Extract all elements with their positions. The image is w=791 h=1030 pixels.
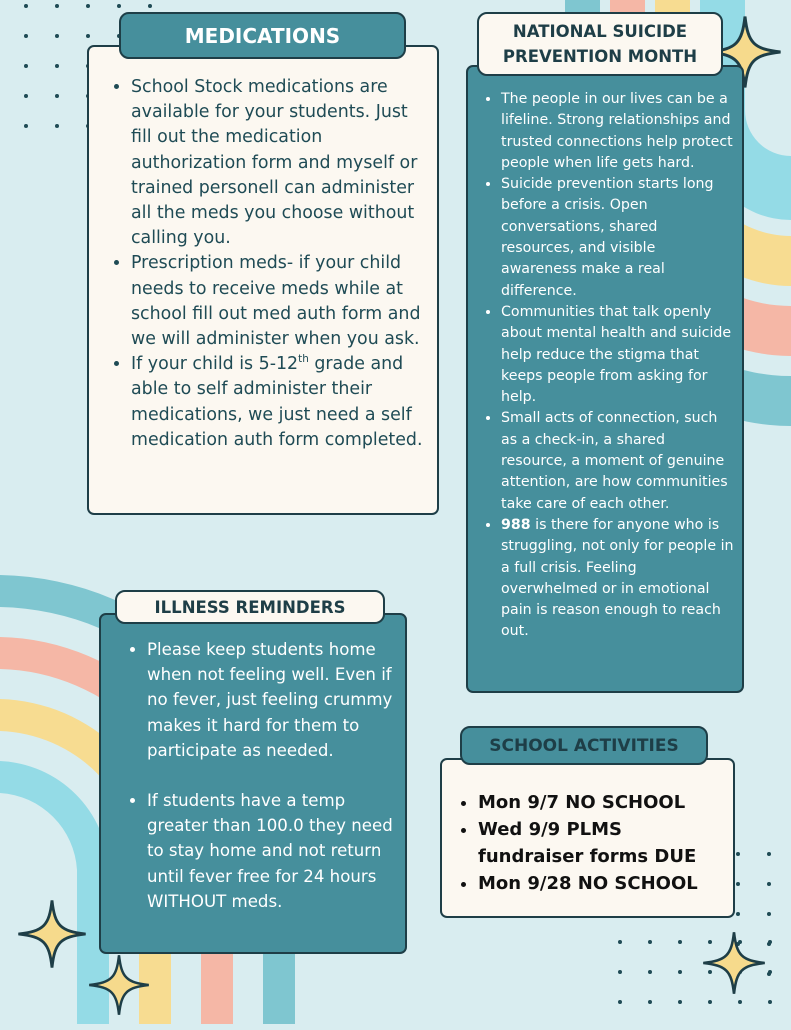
dot	[618, 940, 622, 944]
sparkle-star-icon	[17, 898, 87, 970]
list-item: • Prescription meds- if your child needs to receive meds while at school fill out med auth form and we will administer when you ask.	[131, 251, 423, 352]
dot	[55, 34, 59, 38]
medications-panel	[87, 45, 439, 515]
dot	[24, 94, 28, 98]
dot	[767, 912, 771, 916]
dot	[708, 1000, 712, 1004]
dot	[618, 970, 622, 974]
suicide-prevention-panel	[466, 65, 744, 693]
dot	[678, 940, 682, 944]
dot	[736, 912, 740, 916]
dot	[55, 124, 59, 128]
list-item: • The people in our lives can be a lifeline. Strong relationships and trusted connections help protect people when life gets hard.	[501, 89, 734, 174]
dot	[736, 882, 740, 886]
list-item: • 988 is there for anyone who is struggling, not only for people in a full crisis. Feeling overwhelmed or in emotional pain is reason enough to reach out.	[501, 515, 734, 643]
title-line: NATIONAL SUICIDE	[512, 22, 688, 41]
dot	[24, 64, 28, 68]
dot	[55, 64, 59, 68]
activities-title: SCHOOL ACTIVITIES	[460, 726, 708, 765]
dot	[148, 4, 152, 8]
dot	[738, 1000, 742, 1004]
dot	[24, 124, 28, 128]
dot	[648, 970, 652, 974]
dot	[618, 1000, 622, 1004]
dot	[736, 852, 740, 856]
medications-title: MEDICATIONS	[119, 12, 406, 59]
dot	[648, 940, 652, 944]
dot	[24, 34, 28, 38]
list-item: • Mon 9/7 NO SCHOOL	[478, 789, 727, 816]
list-item: • Wed 9/9 PLMS fundraiser forms DUE	[478, 816, 727, 870]
dot	[678, 970, 682, 974]
illness-list	[125, 637, 395, 914]
list-item: • School Stock medications are available for your students. Just fill out the medication authorization form and myself or trained personell can administer all the meds you choose without calling you.	[131, 75, 423, 251]
list-item: • If your child is 5-12th grade and able to self administer their medications, we just need a self medication auth form completed.	[131, 352, 423, 453]
dot	[768, 940, 772, 944]
activities-panel	[440, 758, 735, 918]
dot	[768, 1000, 772, 1004]
dot	[86, 34, 90, 38]
list-item: • Mon 9/28 NO SCHOOL	[478, 870, 727, 897]
dot	[86, 4, 90, 8]
title-line: PREVENTION MONTH	[502, 47, 698, 66]
dot	[768, 970, 772, 974]
dot	[55, 4, 59, 8]
dot	[767, 852, 771, 856]
dot	[55, 94, 59, 98]
list-item: • If students have a temp greater than 100.0 they need to stay home and not return until fever free for 24 hours WITHOUT meds.	[147, 788, 395, 914]
medications-list	[109, 75, 423, 453]
dot	[24, 4, 28, 8]
illness-panel	[99, 613, 407, 954]
suicide-prevention-title	[477, 12, 723, 76]
activities-list	[456, 789, 727, 897]
sparkle-star-icon	[702, 930, 766, 996]
dot	[678, 1000, 682, 1004]
illness-title: ILLNESS REMINDERS	[115, 590, 385, 624]
sparkle-star-icon	[88, 953, 150, 1017]
list-item: • Communities that talk openly about mental health and suicide help reduce the stigma that keeps people from asking for help.	[501, 302, 734, 408]
dot	[648, 1000, 652, 1004]
dot	[767, 882, 771, 886]
list-item: • Suicide prevention starts long before a crisis. Open conversations, shared resources, and visible awareness make a real difference.	[501, 174, 734, 302]
list-item: • Please keep students home when not feeling well. Even if no fever, just feeling crummy makes it hard for them to participate as needed.	[147, 637, 395, 763]
dot	[117, 4, 121, 8]
suicide-prevention-list	[471, 89, 734, 643]
list-item: • Small acts of connection, such as a check-in, a shared resource, a moment of genuine attention, are how communities take care of each other.	[501, 408, 734, 514]
